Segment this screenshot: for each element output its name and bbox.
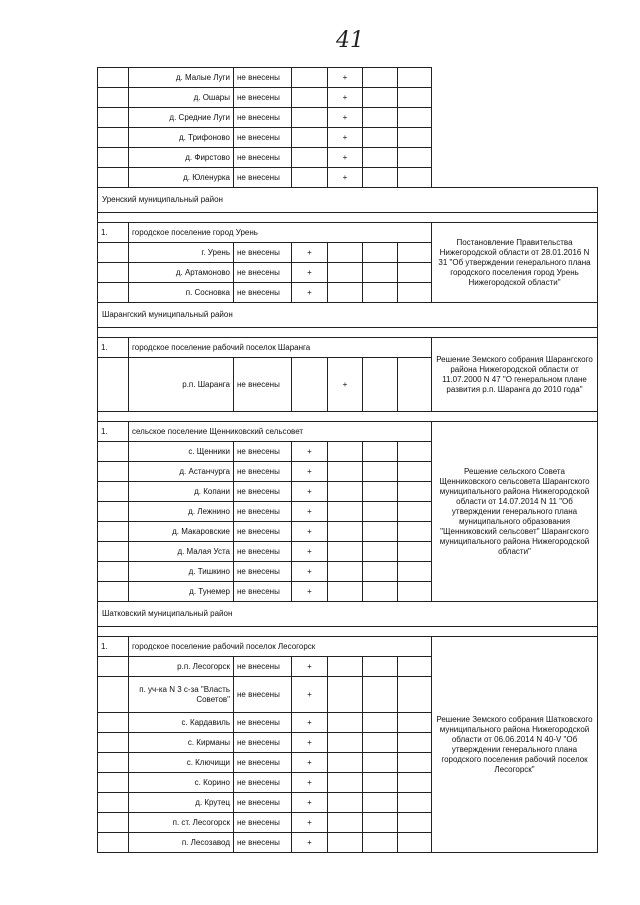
settlement-name: д. Макаровские (129, 522, 234, 542)
top-block (98, 68, 598, 853)
settlement-name: д. Малая Уста (129, 542, 234, 562)
status-cell: не внесены (234, 462, 292, 482)
settlement-name: с. Ключищи (129, 753, 234, 773)
mark-cell: + (328, 358, 363, 412)
settlement-name: д. Трифоново (129, 128, 234, 148)
row-number: 1. (98, 422, 129, 442)
settlement-name: п. Лесозавод (129, 833, 234, 853)
settlement-name: д. Лежнино (129, 502, 234, 522)
district-name: Шатковский муниципальный район (98, 602, 598, 627)
settlement-name: д. Астанчурга (129, 462, 234, 482)
mark-cell: + (292, 542, 328, 562)
settlement-header-row (98, 637, 598, 657)
district-row (98, 303, 598, 328)
mark-cell: + (328, 128, 363, 148)
status-cell: не внесены (234, 68, 292, 88)
status-cell: не внесены (234, 283, 292, 303)
settlement-name: д. Копани (129, 482, 234, 502)
table-row (98, 108, 598, 128)
settlement-name: д. Артамоново (129, 263, 234, 283)
status-cell: не внесены (234, 243, 292, 263)
status-cell: не внесены (234, 263, 292, 283)
district-name: Шарангский муниципальный район (98, 303, 598, 328)
mark-cell: + (292, 502, 328, 522)
settlement-title: сельское поселение Щенниковский сельсовет (129, 422, 432, 442)
mark-cell: + (292, 562, 328, 582)
mark-cell: + (292, 677, 328, 713)
mark-cell: + (292, 793, 328, 813)
settlement-header-row (98, 422, 598, 442)
mark-cell: + (292, 482, 328, 502)
settlement-header-row (98, 223, 598, 243)
settlement-name: р.п. Лесогорск (129, 657, 234, 677)
mark-cell: + (328, 108, 363, 128)
settlement-name: д. Фирстово (129, 148, 234, 168)
settlement-name: с. Щенники (129, 442, 234, 462)
row-number: 1. (98, 338, 129, 358)
mark-cell: + (292, 522, 328, 542)
settlement-name: р.п. Шаранга (129, 358, 234, 412)
mark-cell: + (292, 713, 328, 733)
status-cell: не внесены (234, 542, 292, 562)
settlement-name: д. Тишкино (129, 562, 234, 582)
mark-cell: + (328, 148, 363, 168)
settlement-name: д. Ошары (129, 88, 234, 108)
mark-cell: + (292, 442, 328, 462)
status-cell: не внесены (234, 813, 292, 833)
settlement-name: д. Средние Луги (129, 108, 234, 128)
table-row (98, 88, 598, 108)
page-number: 41 (336, 28, 364, 53)
legal-document: Решение Земского собрания Шарангского района Нижегородской области от 11.07.2000 N 47 "О генеральном плане развития р.п. Шаранга до 2010 года" (432, 338, 598, 412)
settlement-name: д. Крутец (129, 793, 234, 813)
status-cell: не внесены (234, 168, 292, 188)
mark-cell: + (292, 753, 328, 773)
status-cell: не внесены (234, 657, 292, 677)
status-cell: не внесены (234, 773, 292, 793)
district-name: Уренский муниципальный район (98, 188, 598, 213)
mark-cell: + (292, 733, 328, 753)
status-cell: не внесены (234, 833, 292, 853)
status-cell: не внесены (234, 88, 292, 108)
mark-cell: + (328, 88, 363, 108)
mark-cell: + (292, 283, 328, 303)
settlement-title: городское поселение город Урень (129, 223, 432, 243)
status-cell: не внесены (234, 108, 292, 128)
mark-cell: + (292, 582, 328, 602)
status-cell: не внесены (234, 713, 292, 733)
mark-cell: + (292, 263, 328, 283)
settlements-table (97, 67, 598, 853)
settlement-name: с. Корино (129, 773, 234, 793)
settlement-title: городское поселение рабочий поселок Лесогорск (129, 637, 432, 657)
settlement-name: д. Малые Луги (129, 68, 234, 88)
status-cell: не внесены (234, 148, 292, 168)
table-row (98, 128, 598, 148)
status-cell: не внесены (234, 582, 292, 602)
mark-cell: + (292, 813, 328, 833)
mark-cell: + (328, 68, 363, 88)
settlement-name: п. Сосновка (129, 283, 234, 303)
settlement-title: городское поселение рабочий поселок Шаранга (129, 338, 432, 358)
settlement-header-row (98, 338, 598, 358)
settlement-name: г. Урень (129, 243, 234, 263)
mark-cell: + (292, 773, 328, 793)
status-cell: не внесены (234, 482, 292, 502)
settlement-name: п. уч-ка N 3 с-за "Власть Советов" (129, 677, 234, 713)
district-row (98, 188, 598, 213)
table-row (98, 148, 598, 168)
table-row (98, 168, 598, 188)
mark-cell: + (292, 657, 328, 677)
settlement-name: с. Кардавиль (129, 713, 234, 733)
status-cell: не внесены (234, 793, 292, 813)
settlement-name: с. Кирманы (129, 733, 234, 753)
mark-cell: + (292, 462, 328, 482)
row-number: 1. (98, 637, 129, 657)
status-cell: не внесены (234, 733, 292, 753)
status-cell: не внесены (234, 677, 292, 713)
status-cell: не внесены (234, 753, 292, 773)
legal-document: Решение Земского собрания Шатковского муниципального района Нижегородской области от 06.06.2014 N 40-V "Об утверждении генерального плана городского поселения рабочий поселок Лесогорск" (432, 637, 598, 853)
status-cell: не внесены (234, 562, 292, 582)
status-cell: не внесены (234, 442, 292, 462)
mark-cell: + (328, 168, 363, 188)
settlement-name: д. Юленурка (129, 168, 234, 188)
district-row (98, 602, 598, 627)
mark-cell: + (292, 243, 328, 263)
settlement-name: д. Тунемер (129, 582, 234, 602)
status-cell: не внесены (234, 522, 292, 542)
mark-cell: + (292, 833, 328, 853)
status-cell: не внесены (234, 128, 292, 148)
legal-document: Решение сельского Совета Щенниковского сельсовета Шарангского муниципального района Нижегородской области от 14.07.2014 N 11 "Об утверждении генерального плана муниципального образования "Щенниковский сельсовет" Шарангского муниципального района Нижегородской области" (432, 422, 598, 602)
status-cell: не внесены (234, 502, 292, 522)
status-cell: не внесены (234, 358, 292, 412)
row-number: 1. (98, 223, 129, 243)
settlement-name: п. ст. Лесогорск (129, 813, 234, 833)
legal-document: Постановление Правительства Нижегородской области от 28.01.2016 N 31 "Об утверждении генерального плана городского поселения город Урень Нижегородской области" (432, 223, 598, 303)
table-row (98, 68, 598, 88)
